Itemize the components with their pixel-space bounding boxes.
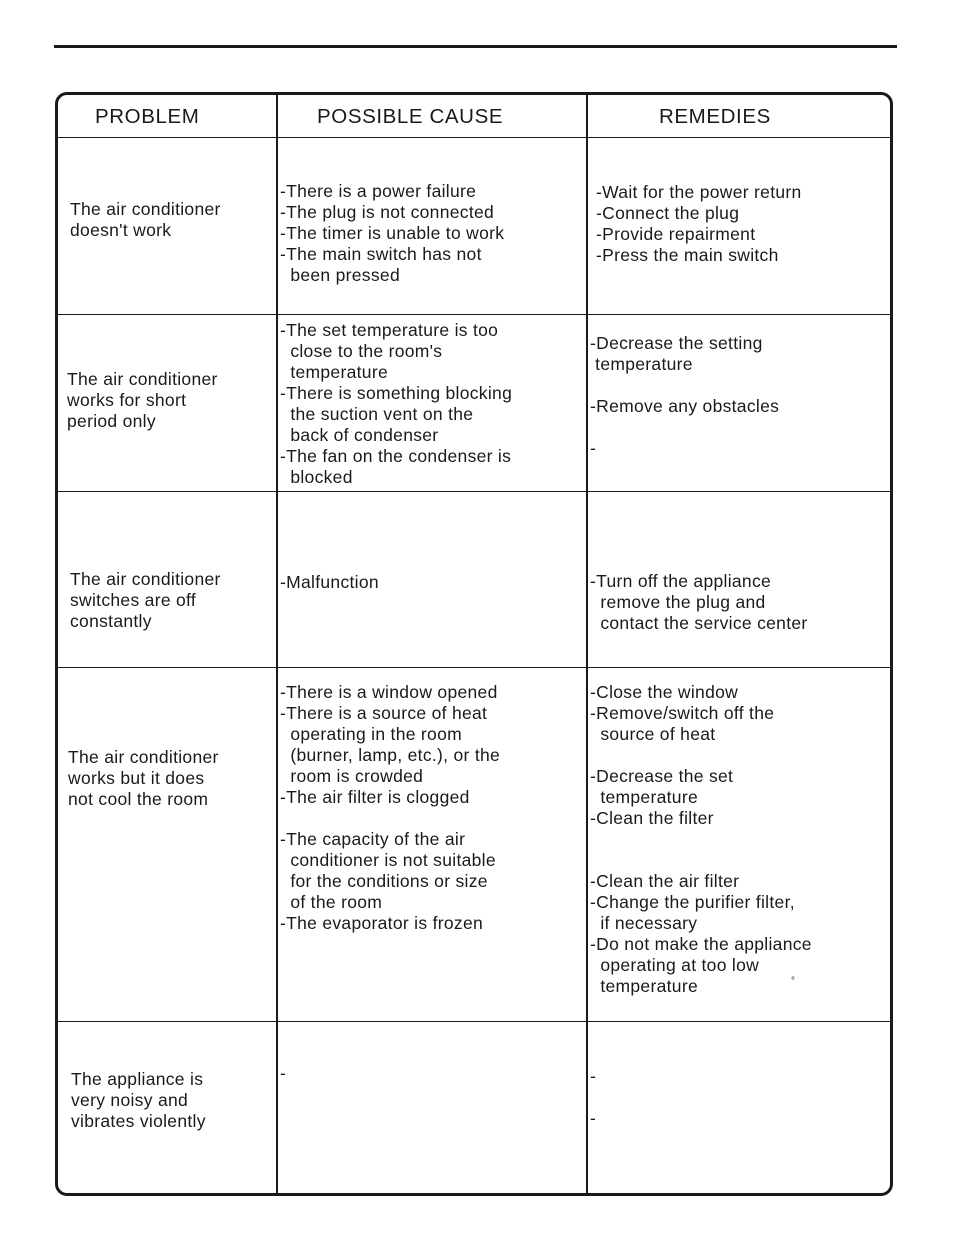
row-5-problem: The appliance is very noisy and vibrates violently (71, 1069, 206, 1131)
degree-mark: ° (791, 976, 795, 987)
top-rule (54, 45, 897, 48)
troubleshooting-table (55, 92, 893, 1196)
row-1-problem: The air conditioner doesn't work (70, 199, 221, 240)
row-3-cause: -Malfunction (280, 572, 379, 592)
column-divider-1 (276, 95, 278, 1193)
row-2-problem: The air conditioner works for short period only (67, 369, 218, 431)
row-4-cause: -There is a window opened -There is a source of heat operating in the room (burner, lamp, etc.), or the room is crowded -The air filter is clogged -The capacity of the air conditioner is not suitable for the conditions or size of the room -The evaporator is frozen (280, 682, 501, 933)
row-1-remedies: -Wait for the power return -Connect the plug -Provide repairment -Press the main switch (596, 182, 802, 265)
row-divider-3 (58, 667, 890, 668)
header-problem: PROBLEM (95, 105, 200, 128)
header-possible-cause: POSSIBLE CAUSE (317, 105, 504, 128)
row-3-problem: The air conditioner switches are off constantly (70, 569, 221, 631)
row-2-cause: -The set temperature is too close to the room's temperature -There is something blocking the suction vent on the back of condenser -The fan on the condenser is blocked (280, 320, 513, 487)
row-divider-header (58, 137, 890, 138)
row-4-remedies: -Close the window -Remove/switch off the source of heat -Decrease the set temperature -Clean the filter -Clean the air filter -Change the purifier filter, if necessary -Do not make the appliance operating at too low temperature (590, 682, 812, 996)
row-2-remedies: -Decrease the setting temperature -Remove any obstacles - (590, 333, 780, 458)
column-divider-2 (586, 95, 588, 1193)
row-1-cause: -There is a power failure -The plug is not connected -The timer is unable to work -The main switch has not been pressed (280, 181, 505, 285)
row-divider-2 (58, 491, 890, 492)
header-remedies: REMEDIES (659, 105, 771, 128)
row-3-remedies: -Turn off the appliance remove the plug and contact the service center (590, 571, 808, 633)
row-divider-4 (58, 1021, 890, 1022)
row-divider-1 (58, 314, 890, 315)
row-4-problem: The air conditioner works but it does not cool the room (68, 747, 219, 809)
row-5-remedies: - - (590, 1066, 597, 1128)
row-5-cause: - (280, 1063, 287, 1083)
